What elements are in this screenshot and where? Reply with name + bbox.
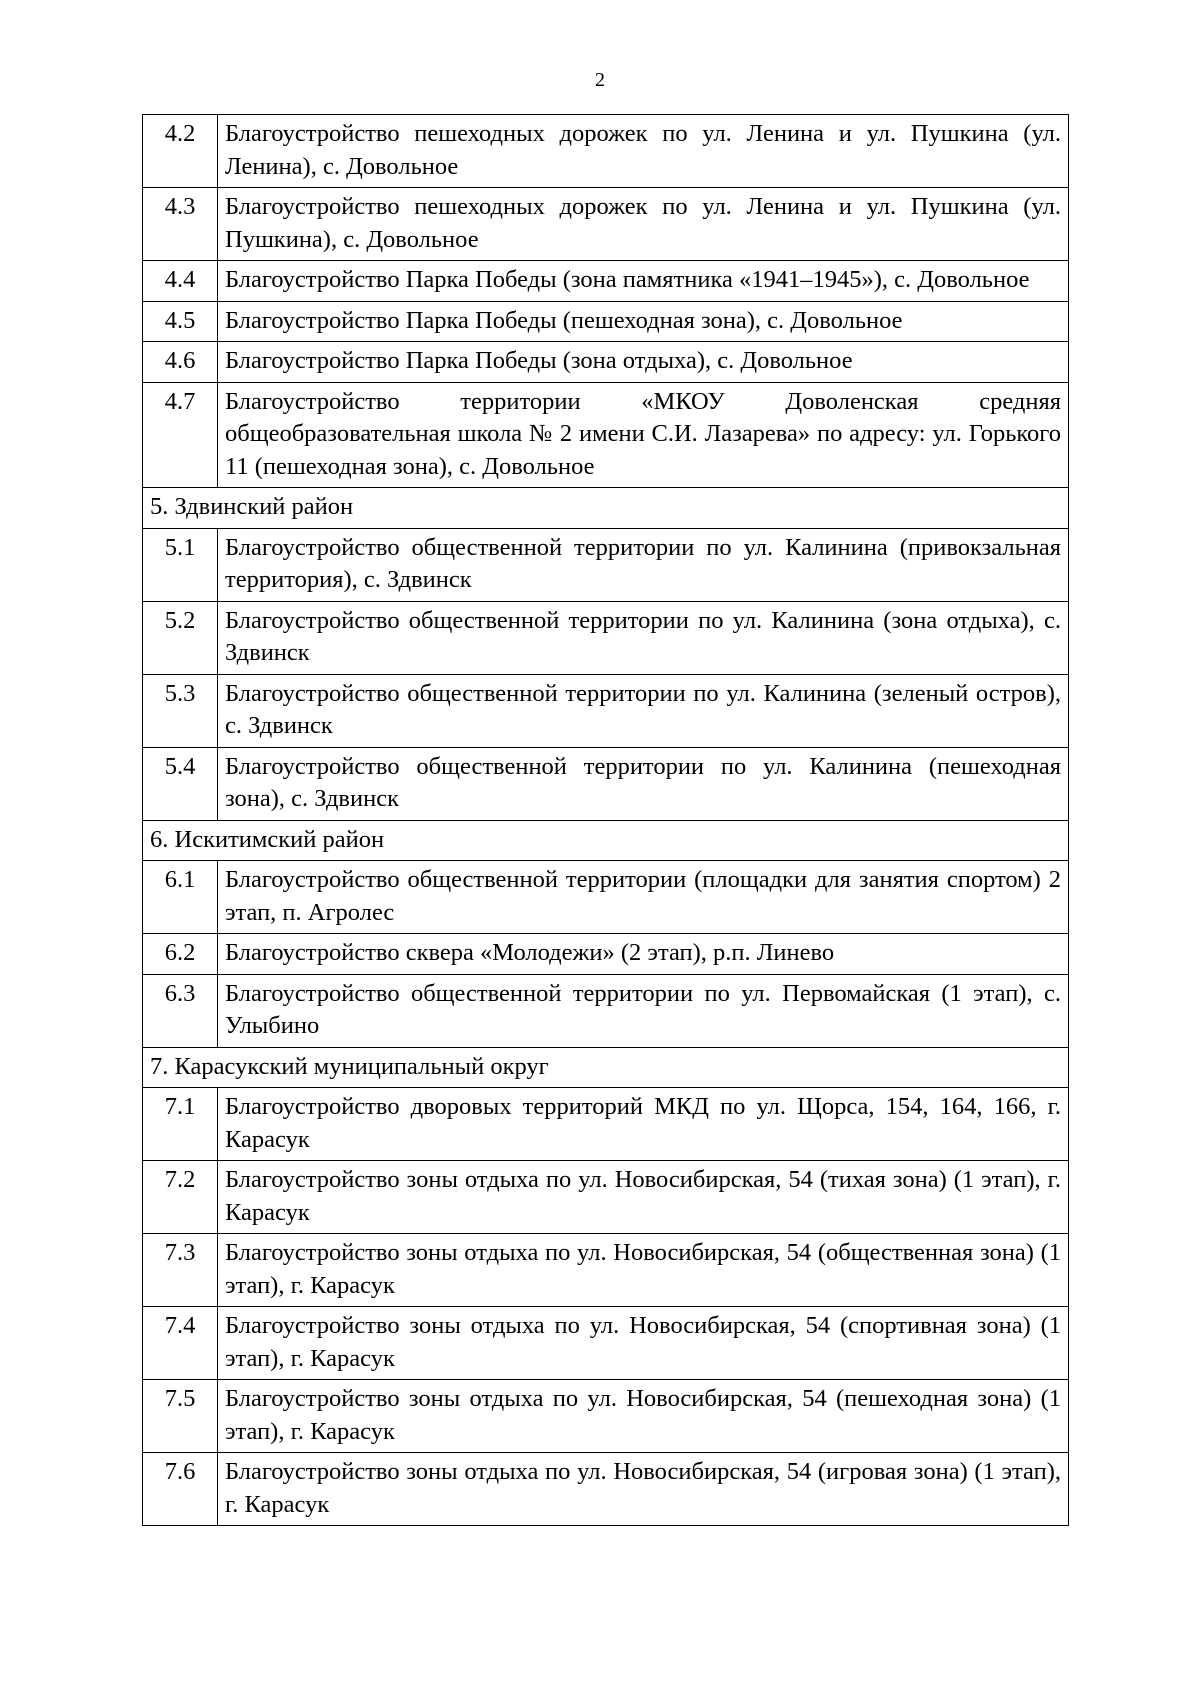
table-row: [143, 382, 1069, 488]
table-row: [143, 1234, 1069, 1307]
item-number: 5.4: [143, 747, 218, 820]
table-row: [143, 1088, 1069, 1161]
item-description: Благоустройство зоны отдыха по ул. Новосибирская, 54 (пешеходная зона) (1 этап), г. Карасук: [218, 1380, 1069, 1453]
table-row: [143, 1161, 1069, 1234]
table-row: [143, 342, 1069, 383]
item-number: 6.1: [143, 861, 218, 934]
item-description: Благоустройство дворовых территорий МКД по ул. Щорса, 154, 164, 166, г. Карасук: [218, 1088, 1069, 1161]
item-description: Благоустройство Парка Победы (пешеходная зона), с. Довольное: [218, 301, 1069, 342]
item-number: 6.3: [143, 974, 218, 1047]
item-number: 7.1: [143, 1088, 218, 1161]
item-number: 4.7: [143, 382, 218, 488]
item-number: 4.3: [143, 188, 218, 261]
table-row: [143, 1380, 1069, 1453]
item-description: Благоустройство Парка Победы (зона отдыха), с. Довольное: [218, 342, 1069, 383]
item-description: Благоустройство зоны отдыха по ул. Новосибирская, 54 (спортивная зона) (1 этап), г. Карасук: [218, 1307, 1069, 1380]
table-row: [143, 261, 1069, 302]
section-heading: 6. Искитимский район: [143, 820, 1069, 861]
item-description: Благоустройство пешеходных дорожек по ул. Ленина и ул. Пушкина (ул. Пушкина), с. Довольное: [218, 188, 1069, 261]
section-row: [143, 488, 1069, 529]
item-number: 4.2: [143, 115, 218, 188]
item-description: Благоустройство общественной территории по ул. Первомайская (1 этап), с. Улыбино: [218, 974, 1069, 1047]
section-row: [143, 1047, 1069, 1088]
item-number: 5.3: [143, 674, 218, 747]
item-description: Благоустройство пешеходных дорожек по ул. Ленина и ул. Пушкина (ул. Ленина), с. Довольное: [218, 115, 1069, 188]
item-number: 7.2: [143, 1161, 218, 1234]
section-heading: 7. Карасукский муниципальный округ: [143, 1047, 1069, 1088]
item-number: 7.4: [143, 1307, 218, 1380]
item-number: 4.6: [143, 342, 218, 383]
item-number: 4.4: [143, 261, 218, 302]
item-number: 5.2: [143, 601, 218, 674]
table-row: [143, 674, 1069, 747]
item-number: 7.6: [143, 1453, 218, 1526]
section-heading: 5. Здвинский район: [143, 488, 1069, 529]
item-number: 7.3: [143, 1234, 218, 1307]
item-description: Благоустройство зоны отдыха по ул. Новосибирская, 54 (общественная зона) (1 этап), г. Карасук: [218, 1234, 1069, 1307]
item-number: 6.2: [143, 934, 218, 975]
item-description: Благоустройство общественной территории по ул. Калинина (зеленый остров), с. Здвинск: [218, 674, 1069, 747]
table-body: [143, 115, 1069, 1526]
table-row: [143, 747, 1069, 820]
table-row: [143, 974, 1069, 1047]
table-row: [143, 861, 1069, 934]
table-row: [143, 601, 1069, 674]
page-number: 2: [595, 69, 605, 91]
item-description: Благоустройство зоны отдыха по ул. Новосибирская, 54 (игровая зона) (1 этап), г. Карасук: [218, 1453, 1069, 1526]
item-description: Благоустройство зоны отдыха по ул. Новосибирская, 54 (тихая зона) (1 этап), г. Карасук: [218, 1161, 1069, 1234]
table-row: [143, 301, 1069, 342]
item-number: 4.5: [143, 301, 218, 342]
table-row: [143, 115, 1069, 188]
item-number: 7.5: [143, 1380, 218, 1453]
item-description: Благоустройство общественной территории по ул. Калинина (привокзальная территория), с. Здвинск: [218, 528, 1069, 601]
table-row: [143, 528, 1069, 601]
item-description: Благоустройство общественной территории по ул. Калинина (зона отдыха), с. Здвинск: [218, 601, 1069, 674]
item-description: Благоустройство общественной территории по ул. Калинина (пешеходная зона), с. Здвинск: [218, 747, 1069, 820]
item-number: 5.1: [143, 528, 218, 601]
item-description: Благоустройство Парка Победы (зона памятника «1941–1945»), с. Довольное: [218, 261, 1069, 302]
item-description: Благоустройство территории «МКОУ Доволенская средняя общеобразовательная школа № 2 имени С.И. Лазарева» по адресу: ул. Горького 11 (пешеходная зона), с. Довольное: [218, 382, 1069, 488]
item-description: Благоустройство общественной территории (площадки для занятия спортом) 2 этап, п. Агролес: [218, 861, 1069, 934]
objects-table: [142, 114, 1069, 1526]
section-row: [143, 820, 1069, 861]
table-row: [143, 1307, 1069, 1380]
table-row: [143, 1453, 1069, 1526]
table-row: [143, 188, 1069, 261]
item-description: Благоустройство сквера «Молодежи» (2 этап), р.п. Линево: [218, 934, 1069, 975]
table-row: [143, 934, 1069, 975]
